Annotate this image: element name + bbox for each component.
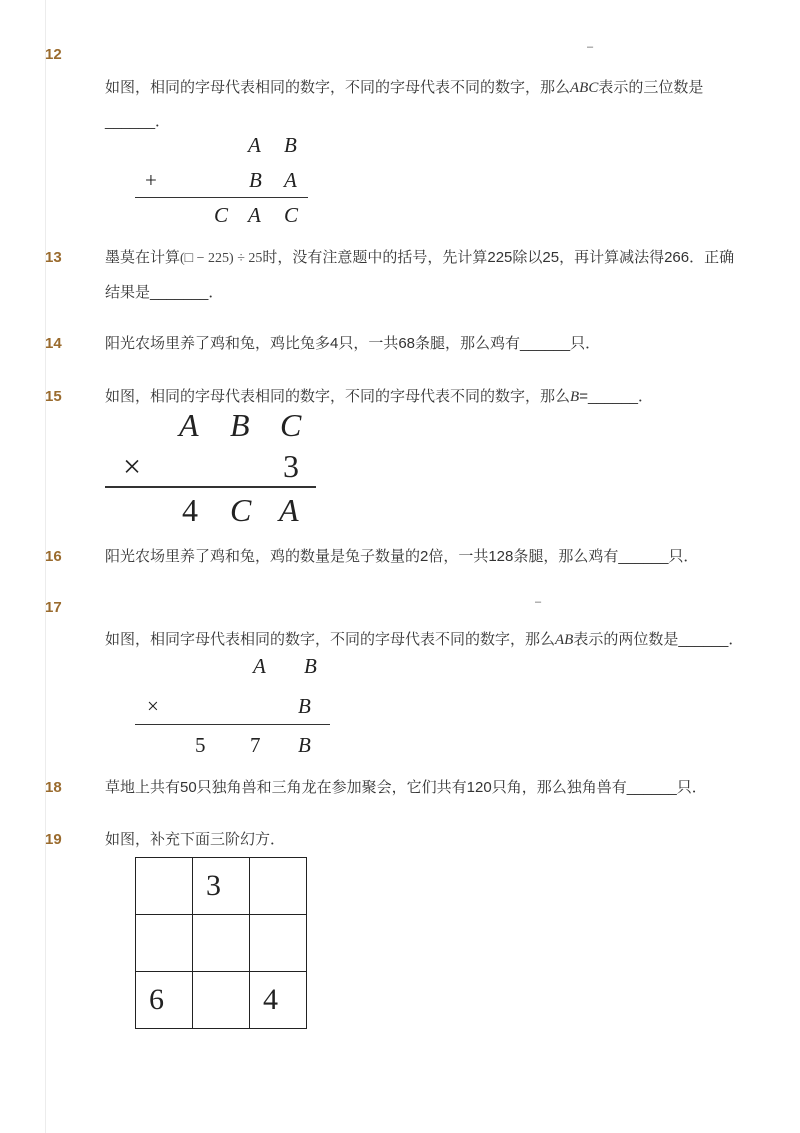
problem-text-part: =______． [579, 388, 654, 405]
math-expression: B [570, 389, 580, 405]
magic-square-cell: 3 [193, 858, 250, 915]
calc-digit: A [248, 133, 261, 157]
problem-12-text [105, 78, 703, 98]
magic-square-cell [250, 858, 307, 915]
calc-digit: B [249, 168, 262, 192]
problem-number-13: 13 [45, 249, 62, 266]
calc-digit: A [179, 407, 199, 443]
times-operator: × [147, 694, 159, 718]
times-operator: × [123, 448, 142, 484]
problem-text-part: 表示的两位数是______． [573, 631, 744, 648]
problem-14-text: 阳光农场里养了鸡和兔，鸡比兔多4只，一共68条腿，那么鸡有______只． [105, 335, 601, 352]
problem-16-text: 阳光农场里养了鸡和兔，鸡的数量是兔子数量的2倍，一共128条腿，那么鸡有______只． [105, 548, 699, 565]
problem-18-text: 草地上共有50只独角兽和三角龙在参加聚会，它们共有120只角，那么独角兽有______只． [105, 779, 707, 796]
sum-line [135, 197, 308, 198]
left-margin-rule [45, 0, 46, 1133]
magic-square-grid [135, 857, 307, 1029]
calc-result-digit: C [230, 492, 252, 528]
answer-blank: ______． [105, 113, 171, 130]
problem-number-12: 12 [45, 46, 62, 63]
problem-text-part: 如图，相同的字母代表相同的数字，不同的字母代表不同的数字，那么 [105, 79, 571, 96]
magic-square-cell [136, 915, 193, 972]
answer-blank: 结果是_______． [105, 284, 224, 301]
calc-digit: C [280, 407, 302, 443]
magic-square-cell [250, 915, 307, 972]
calc-digit: 3 [283, 448, 299, 484]
magic-square-cell: 4 [250, 972, 307, 1029]
problem-text-part: 时，没有注意题中的括号，先计算225除以25，再计算减法得266．正确 [262, 249, 735, 266]
magic-square-cell: 6 [136, 972, 193, 1029]
calc-digit: A [253, 654, 266, 678]
problem-17-text [105, 630, 743, 650]
problem-13-text [105, 248, 734, 269]
calc-digit: B [298, 694, 311, 718]
page-mark: – [587, 41, 594, 53]
problem-19-text: 如图，补充下面三阶幻方． [105, 831, 286, 848]
problem-15-text [105, 387, 653, 407]
magic-square-cell [193, 915, 250, 972]
calc-result-digit: B [298, 733, 311, 757]
problem-number-15: 15 [45, 388, 62, 405]
calc-result-digit: C [214, 203, 229, 227]
problem-text-part: 如图，相同的字母代表相同的数字，不同的字母代表不同的数字，那么 [105, 388, 571, 405]
calc-digit: B [284, 133, 297, 157]
magic-square-cell [136, 858, 193, 915]
problem-number-19: 19 [45, 831, 62, 848]
problem-number-16: 16 [45, 548, 62, 565]
problem-number-14: 14 [45, 335, 62, 352]
calc-result-digit: 7 [250, 733, 261, 757]
calc-digit: A [284, 168, 297, 192]
calc-result-digit: C [284, 203, 299, 227]
product-line [105, 486, 316, 488]
product-line [135, 724, 330, 725]
math-expression: ABC [570, 80, 599, 96]
calc-result-digit: 4 [182, 492, 198, 528]
math-expression: AB [555, 632, 574, 648]
page-mark: – [535, 596, 542, 608]
problem-number-17: 17 [45, 599, 62, 616]
problem-number-18: 18 [45, 779, 62, 796]
problem-text-part: 如图，相同字母代表相同的数字，不同的字母代表不同的数字，那么 [105, 631, 556, 648]
calc-result-digit: A [279, 492, 299, 528]
calc-digit: B [304, 654, 317, 678]
problem-text-part: 表示的三位数是 [598, 79, 704, 96]
calc-digit: B [230, 407, 250, 443]
math-expression: (□ − 225) ÷ 25 [180, 251, 263, 266]
calc-result-digit: 5 [195, 733, 206, 757]
problem-text-part: 墨莫在计算 [105, 249, 181, 266]
magic-square-cell [193, 972, 250, 1029]
calc-result-digit: A [248, 203, 261, 227]
plus-operator: + [145, 168, 157, 192]
